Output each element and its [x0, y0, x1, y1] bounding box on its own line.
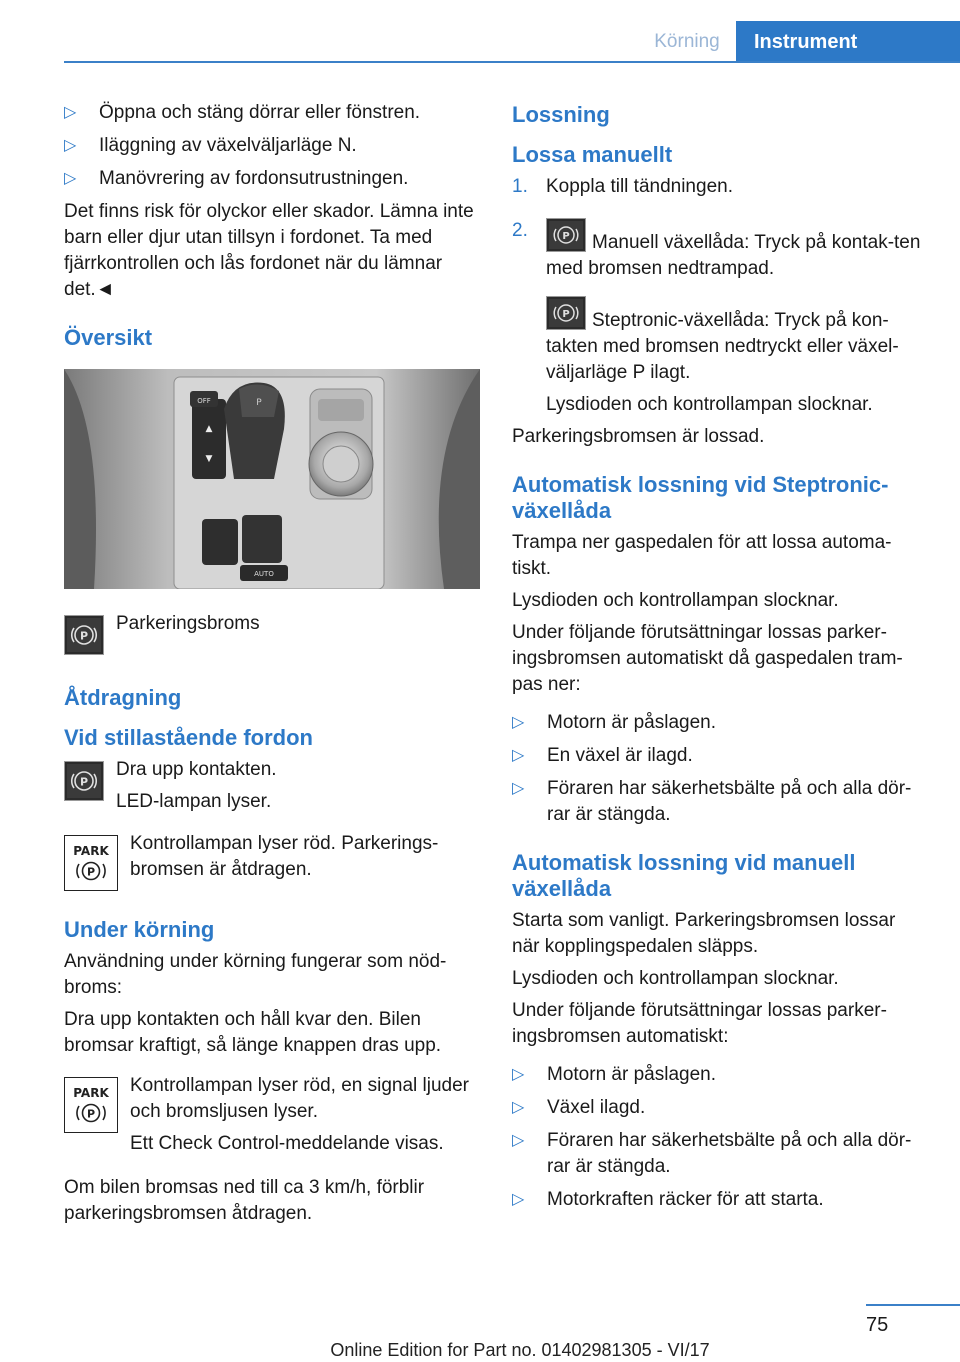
- warning-text: Det finns risk för olyckor eller skador. Lämna inte barn eller djur utan tillsyn i fordonet. Ta med fjärrkontrollen och lås fordonet när du lämnar det.◄: [64, 201, 474, 300]
- under-paragraph-2: Dra upp kontakten och håll kvar den. Bilen bromsar kraftigt, så länge knappen dras upp.: [64, 1009, 442, 1056]
- section-title-oversikt: Översikt: [64, 325, 153, 350]
- numbered-step-1: 1. Koppla till tändningen.: [512, 176, 733, 197]
- edition-footer: Online Edition for Part no. 01402981305 - VI/17: [330, 1340, 710, 1360]
- bullet-item: ▷ Öppna och stäng dörrar eller fönstren.: [64, 100, 482, 126]
- bullet-item: ▷ Motorn är påslagen.: [512, 710, 928, 736]
- svg-text:P: P: [79, 775, 89, 789]
- triangle-bullet-icon: ▷: [64, 170, 77, 187]
- triangle-bullet-icon: ▷: [512, 1191, 525, 1208]
- off-label: OFF: [197, 397, 211, 405]
- bullet-item: ▷ Föraren har säkerhetsbälte på och alla dör‐rar är stängda.: [512, 1130, 912, 1177]
- triangle-bullet-icon: ▷: [512, 714, 525, 731]
- auto-label: AUTO: [254, 570, 274, 578]
- park-indicator-row-1: [64, 831, 482, 889]
- header-section-label: Körning: [654, 31, 720, 52]
- parking-brake-label: Parkeringsbroms: [116, 613, 260, 634]
- auto-man-paragraph-1: Starta som vanligt. Parkeringsbromsen lossar när kopplingspedalen släpps.: [512, 910, 896, 957]
- released-text: Parkeringsbromsen är lossad.: [512, 426, 765, 447]
- bullet-item: ▷ Iläggning av växelväljarläge N.: [64, 133, 482, 159]
- auto-man-paragraph-2: Lysdioden och kontrollampan slocknar.: [512, 968, 839, 989]
- console-photo: [64, 369, 480, 589]
- svg-text:PARK: PARK: [73, 1086, 109, 1100]
- bullet-item: ▷ En växel är ilagd.: [512, 743, 928, 769]
- step-2-result: Lysdioden och kontrollampan slocknar.: [546, 394, 873, 415]
- still-step-1: Dra upp kontakten.: [116, 759, 277, 780]
- bullet-item: ▷ Föraren har säkerhetsbälte på och alla dör‐rar är stängda.: [512, 778, 912, 825]
- parking-brake-button-icon: [64, 761, 104, 801]
- subsection-title-auto-manual: Automatisk lossning vid manuell växellåda: [512, 850, 856, 901]
- footer-rule: [866, 1304, 960, 1306]
- park-indicator-row-2: [64, 1073, 482, 1157]
- subsection-title-under: Under körning: [64, 917, 215, 942]
- triangle-bullet-icon: ▷: [64, 137, 77, 154]
- subsection-title-auto-steptronic: Automatisk lossning vid Steptronic-växellåda: [512, 472, 889, 523]
- parking-brake-button-icon: [64, 615, 104, 655]
- svg-text:PARK: PARK: [73, 844, 109, 858]
- park-indicator-text-2a: Kontrollampan lyser röd, en signal ljuder och bromsljusen lyser.: [130, 1075, 470, 1122]
- parking-brake-icon-row: [64, 611, 482, 655]
- park-indicator-icon: [64, 1077, 118, 1133]
- numbered-step-2: 2. P Manuell växellåda: Tryck på kontak‐ten med bromsen nedtrampad.: [512, 220, 921, 279]
- header-tab-instrument: Instrument: [736, 21, 960, 63]
- bullet-item: ▷ Manövrering av fordonsutrustningen.: [64, 166, 482, 192]
- triangle-bullet-icon: ▷: [512, 1132, 525, 1149]
- park-indicator-text-1: Kontrollampan lyser röd. Parkerings‐bromsen är åtdragen.: [130, 833, 439, 880]
- svg-text:P: P: [86, 865, 96, 879]
- park-indicator-text-2b: Ett Check Control-meddelande visas.: [130, 1133, 444, 1154]
- bullet-item: ▷ Motorkraften räcker för att starta.: [512, 1187, 928, 1213]
- auto-step-paragraph-3: Under följande förutsättningar lossas parker‐ingsbromsen automatiskt då gaspedalen tram‐pas ner:: [512, 622, 903, 695]
- auto-man-paragraph-3: Under följande förutsättningar lossas parker‐ingsbromsen automatiskt:: [512, 1000, 887, 1047]
- svg-text:P: P: [562, 309, 570, 320]
- p-label: P: [256, 398, 262, 408]
- triangle-bullet-icon: ▷: [512, 747, 525, 764]
- left-column: [64, 100, 482, 1233]
- page-number: 75: [866, 1314, 889, 1336]
- parking-brake-button-icon: [546, 218, 586, 252]
- svg-text:P: P: [562, 231, 570, 242]
- section-title-atdragning: Åtdragning: [64, 685, 182, 710]
- triangle-bullet-icon: ▷: [512, 1066, 525, 1083]
- auto-step-paragraph-1: Trampa ner gaspedalen för att lossa automa‐tiskt.: [512, 532, 892, 579]
- subsection-title-manual: Lossa manuellt: [512, 142, 673, 167]
- final-paragraph: Om bilen bromsas ned till ca 3 km/h, förblir parkeringsbromsen åtdragen.: [64, 1177, 425, 1224]
- header-rule: [64, 61, 960, 63]
- triangle-bullet-icon: ▷: [512, 780, 525, 797]
- section-title-lossning: Lossning: [512, 102, 610, 127]
- bullet-item: ▷ Växel ilagd.: [512, 1095, 928, 1121]
- triangle-bullet-icon: ▷: [64, 104, 77, 121]
- svg-text:▼: ▼: [205, 454, 213, 464]
- bullet-item: ▷ Motorn är påslagen.: [512, 1062, 928, 1088]
- triangle-bullet-icon: ▷: [512, 1099, 525, 1116]
- parking-brake-button-icon: [546, 296, 586, 330]
- auto-step-paragraph-2: Lysdioden och kontrollampan slocknar.: [512, 590, 839, 611]
- right-column: [512, 100, 928, 1220]
- subsection-title-still: Vid stillastående fordon: [64, 725, 313, 750]
- svg-text:P: P: [79, 629, 89, 643]
- svg-text:P: P: [86, 1107, 96, 1121]
- still-step-2: LED-lampan lyser.: [116, 791, 272, 812]
- step-2-steptronic: P Steptronic-växellåda: Tryck på kon‐takten med bromsen nedtryckt eller växel‐väljarläge P ilagt.: [512, 296, 928, 386]
- park-indicator-icon: [64, 835, 118, 891]
- still-icon-row: [64, 757, 482, 817]
- svg-text:▲: ▲: [205, 424, 213, 434]
- under-paragraph-1: Användning under körning fungerar som nöd‐broms:: [64, 951, 447, 998]
